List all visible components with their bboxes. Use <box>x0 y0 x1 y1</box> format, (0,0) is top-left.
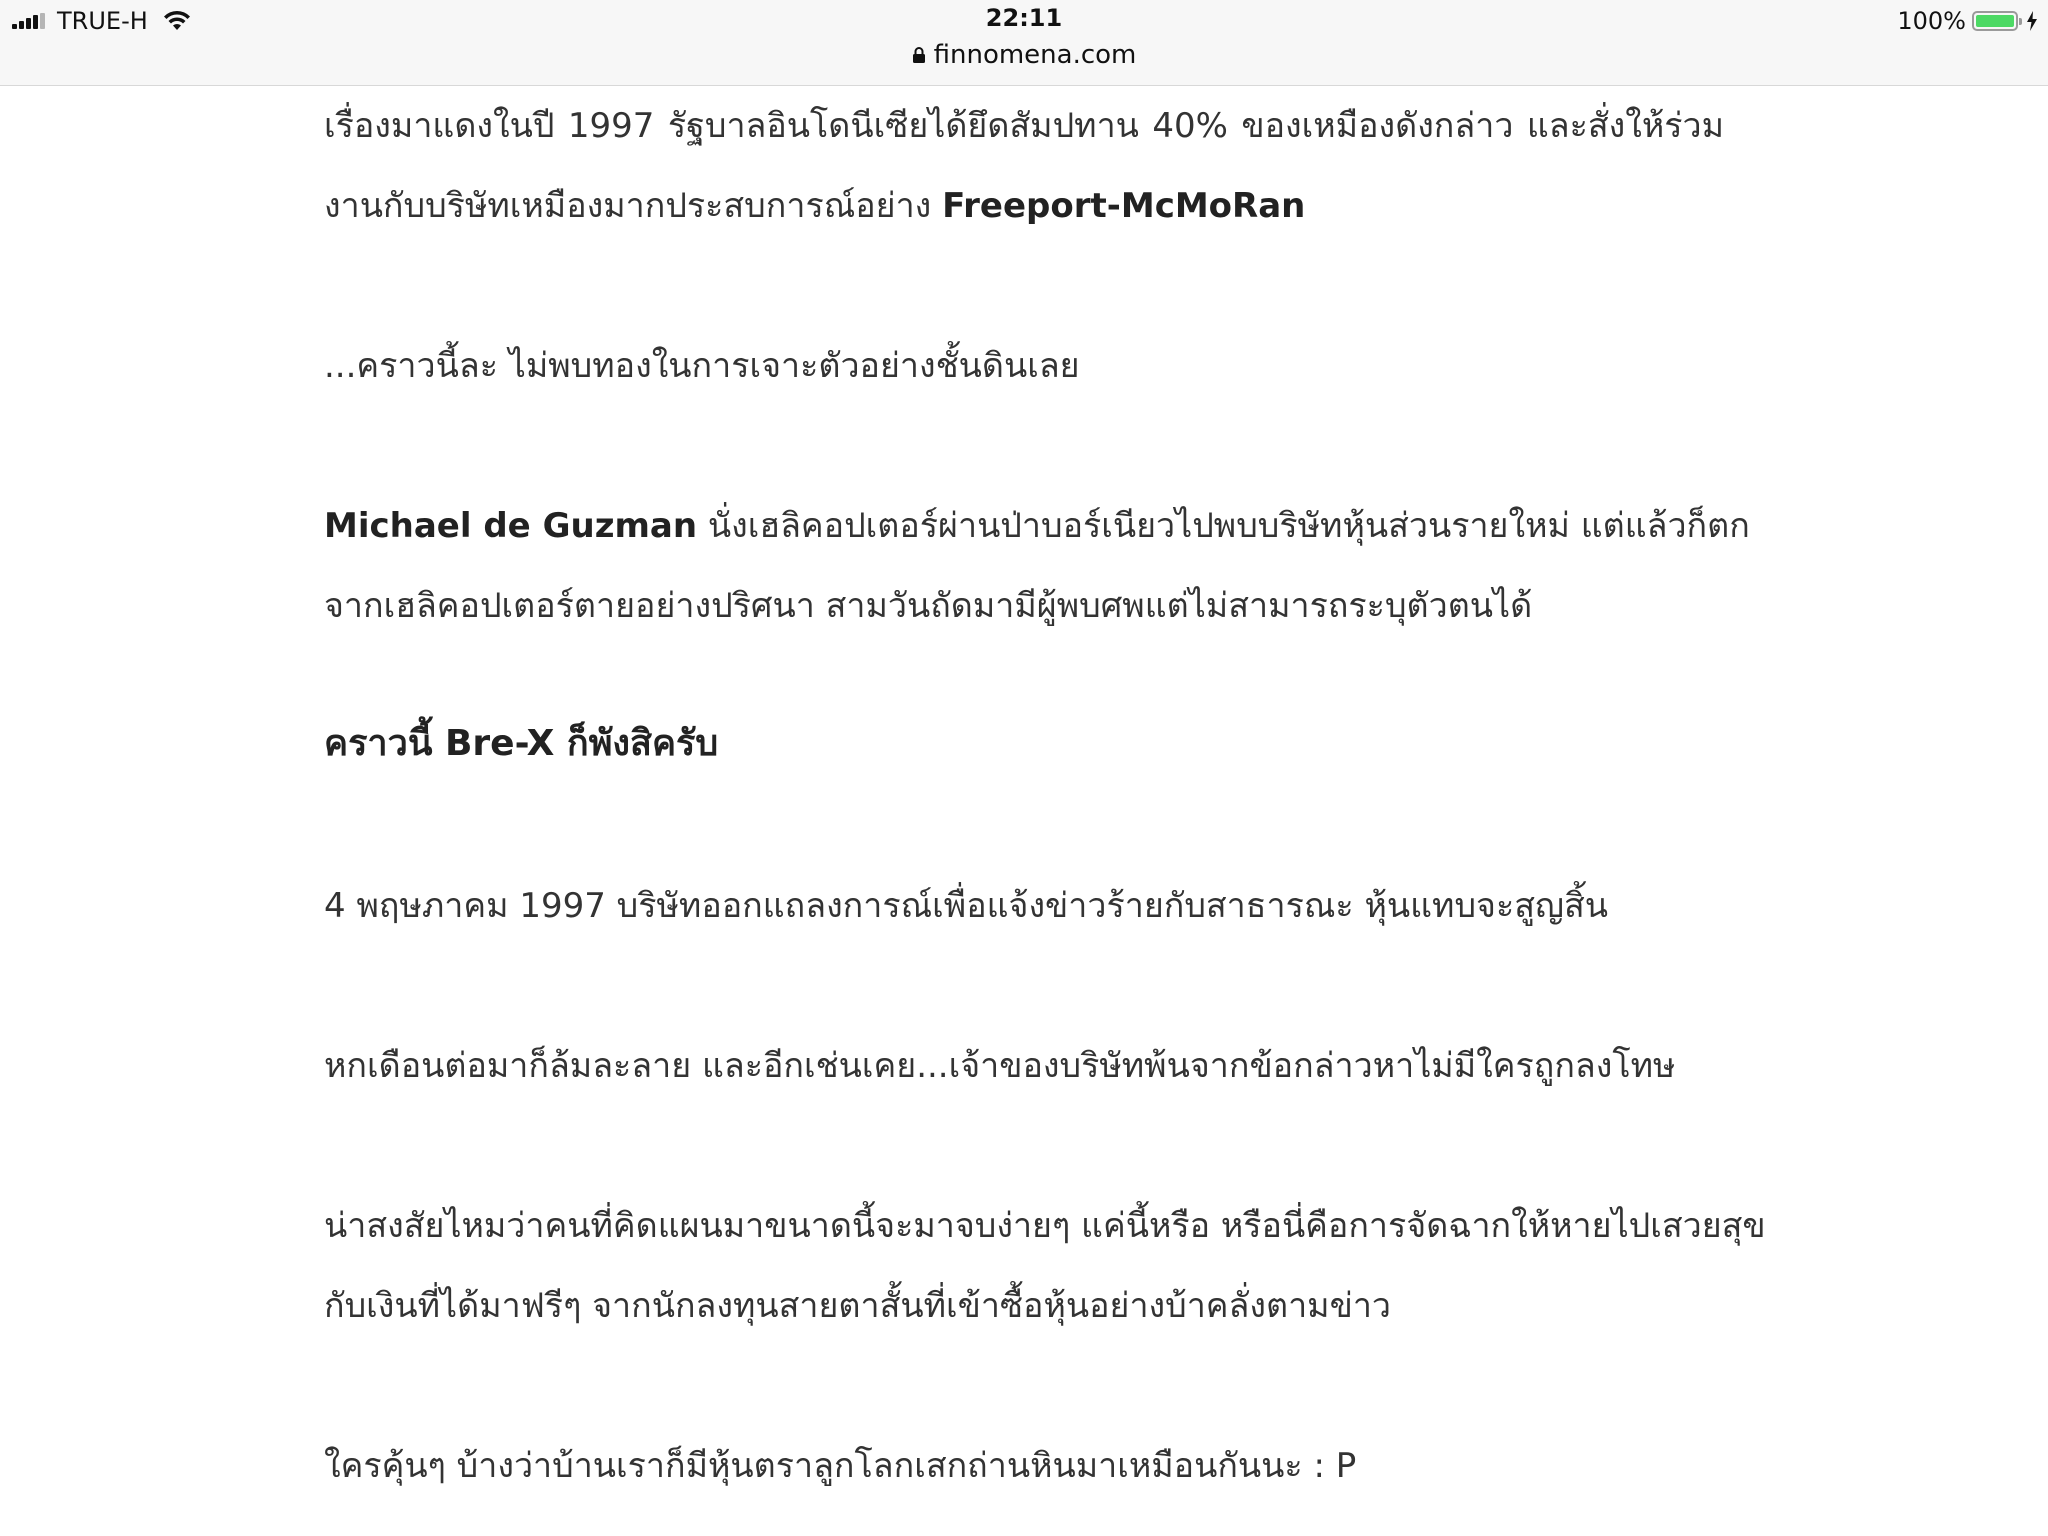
paragraph-1-bold: Freeport-McMoRan <box>942 186 1306 226</box>
paragraph-7: ใครคุ้นๆ บ้างว่าบ้านเราก็มีหุ้นตราลูกโลกเสกถ่านหินมาเหมือนกันนะ : P <box>324 1446 1357 1486</box>
paragraph-2: ...คราวนี้ละ ไม่พบทองในการเจาะตัวอย่างชั้นดินเลย <box>324 346 1080 386</box>
charging-bolt-icon <box>2026 11 2038 31</box>
battery-level-fill <box>1976 15 2014 27</box>
paragraph-4: 4 พฤษภาคม 1997 บริษัทออกแถลงการณ์เพื่อแจ้งข่าวร้ายกับสาธารณะ หุ้นแทบจะสูญสิ้น <box>324 886 1608 926</box>
paragraph-1-text: งานกับบริษัทเหมืองมากประสบการณ์อย่าง <box>324 186 943 226</box>
paragraph-3-text: นั่งเฮลิคอปเตอร์ผ่านป่าบอร์เนียวไปพบบริษัทหุ้นส่วนรายใหม่ แต่แล้วก็ตก <box>697 506 1750 546</box>
carrier-label: TRUE-H <box>57 7 148 35</box>
paragraph-3-bold: Michael de Guzman <box>324 506 698 546</box>
section-heading: คราวนี้ Bre-X ก็พังสิครับ <box>324 723 719 764</box>
paragraph-3-line-2: จากเฮลิคอปเตอร์ตายอย่างปริศนา สามวันถัดมามีผู้พบศพแต่ไม่สามารถระบุตัวตนได้ <box>324 586 1533 626</box>
paragraph-5: หกเดือนต่อมาก็ล้มละลาย และอีกเช่นเคย...เจ้าของบริษัทพ้นจากข้อกล่าวหาไม่มีใครถูกลงโทษ <box>324 1046 1676 1086</box>
battery-percentage: 100% <box>1897 7 1966 35</box>
lock-icon <box>912 46 926 64</box>
paragraph-1-line-1: เรื่องมาแดงในปี 1997 รัฐบาลอินโดนีเซียได้ยึดสัมปทาน 40% ของเหมืองดังกล่าว และสั่งให้ร่วม <box>324 106 1724 146</box>
status-right <box>1897 6 2038 36</box>
paragraph-6-line-2: กับเงินที่ได้มาฟรีๆ จากนักลงทุนสายตาสั้นที่เข้าซื้อหุ้นอย่างบ้าคลั่งตามข่าว <box>324 1286 1391 1326</box>
paragraph-6-line-1: น่าสงสัยไหมว่าคนที่คิดแผนมาขนาดนี้จะมาจบง่ายๆ แค่นี้หรือ หรือนี่คือการจัดฉากให้หายไปเสวยสุข <box>324 1206 1766 1246</box>
status-time: 22:11 <box>985 4 1063 32</box>
paragraph-3-line-1 <box>324 486 1750 566</box>
battery-icon <box>1972 11 2018 31</box>
paragraph-1-line-2 <box>324 166 1724 246</box>
browser-top-bar <box>0 0 2048 86</box>
url-text: finnomena.com <box>933 40 1137 70</box>
address-bar[interactable] <box>0 40 2048 70</box>
